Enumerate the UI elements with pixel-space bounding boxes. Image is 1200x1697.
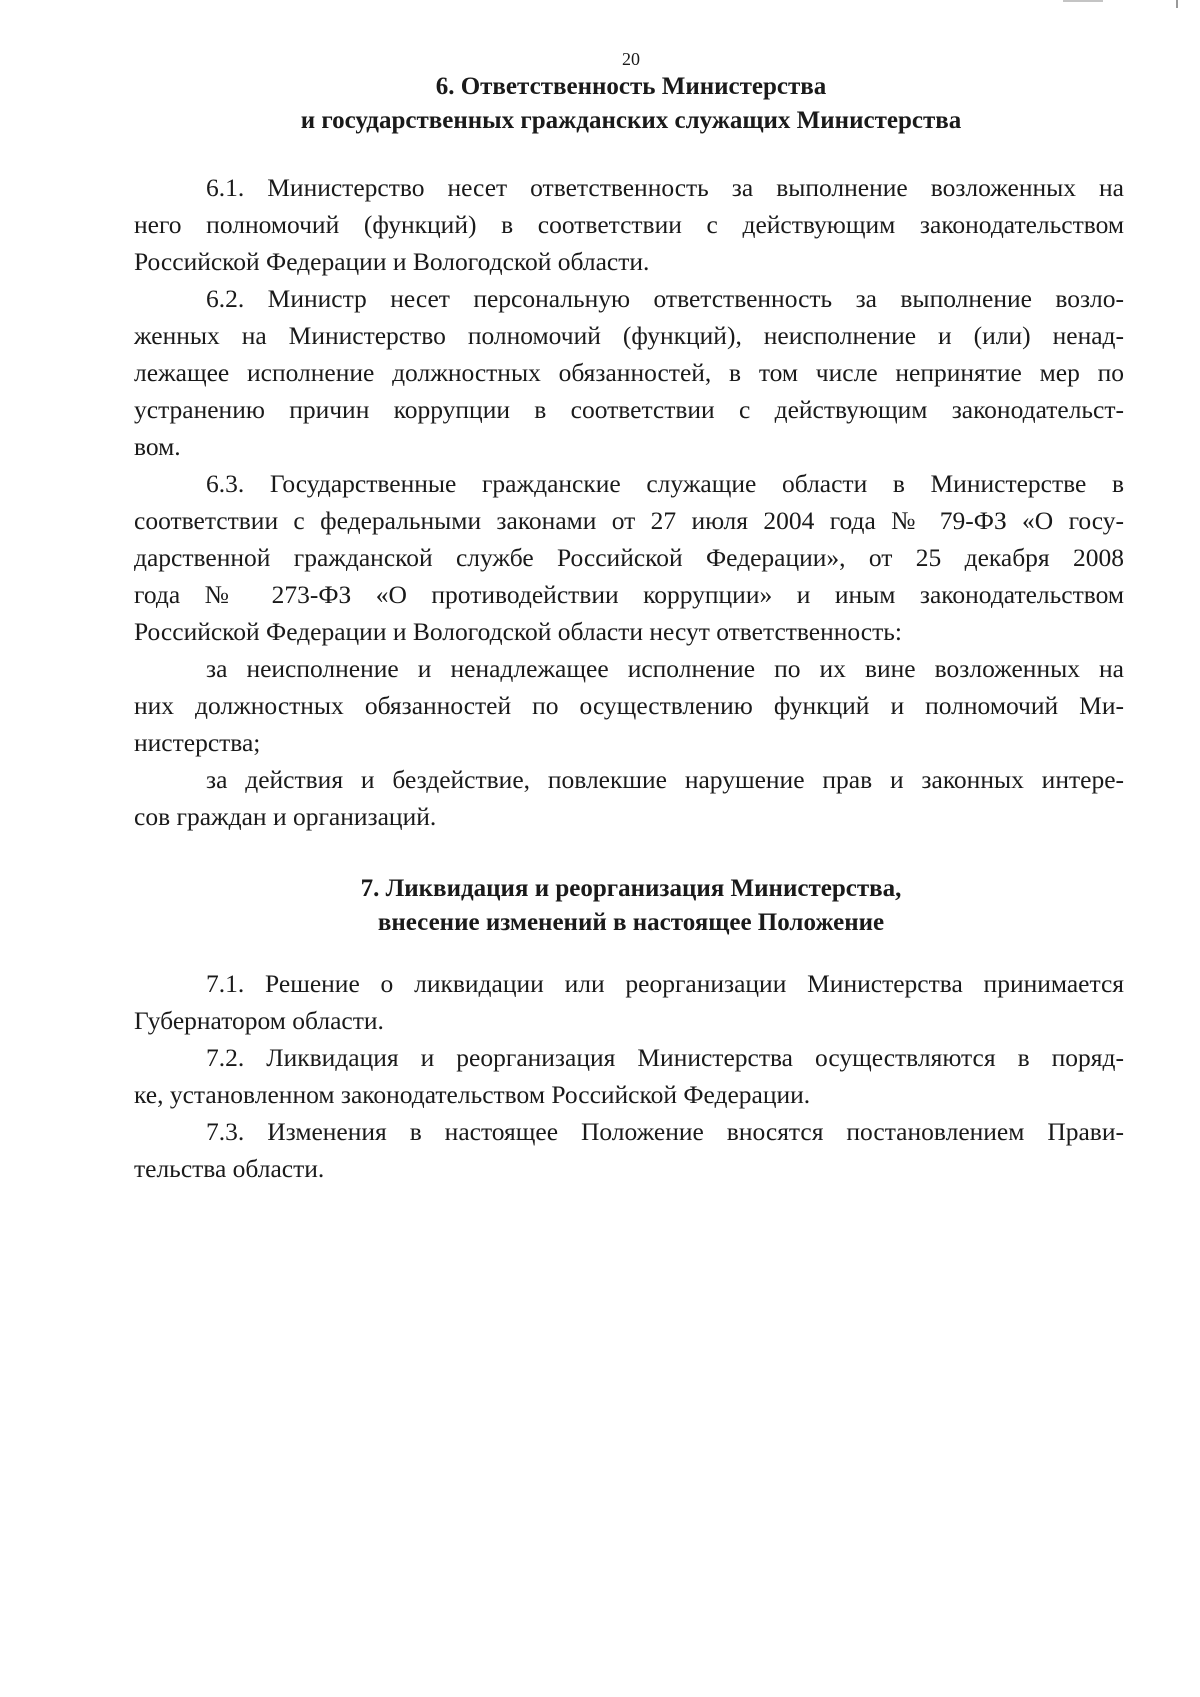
text-line: устранению причин коррупции в соответствии с действующим законодательст- bbox=[134, 394, 1124, 424]
text-line: ке, установленном законодательством Российской Федерации. bbox=[134, 1079, 811, 1109]
text-line: 7.3. Изменения в настоящее Положение вносятся постановлением Прави- bbox=[206, 1117, 1124, 1146]
text-line: за неисполнение и ненадлежащее исполнение по их вине возложенных на bbox=[206, 654, 1124, 683]
text-line: женных на Министерство полномочий (функций), неисполнение и (или) ненад- bbox=[134, 320, 1124, 350]
section-7-heading bbox=[120, 872, 1142, 940]
paragraph-6-3 bbox=[134, 466, 1124, 650]
paragraph-7-1 bbox=[134, 966, 1124, 1040]
text-line: года № 273-ФЗ «О противодействии коррупции» и иным законодательством bbox=[134, 579, 1124, 609]
paragraph-6-3-item-2 bbox=[134, 762, 1124, 836]
text-line: Российской Федерации и Вологодской области. bbox=[134, 246, 650, 276]
text-line: дарственной гражданской службе Российской Федерации», от 25 декабря 2008 bbox=[134, 542, 1124, 572]
paragraph-7-3 bbox=[134, 1114, 1124, 1188]
paragraph-6-2 bbox=[134, 281, 1124, 465]
text-line: 6.2. Министр несет персональную ответственность за выполнение возло- bbox=[206, 284, 1124, 313]
text-line: соответствии с федеральными законами от 27 июля 2004 года № 79-ФЗ «О госу- bbox=[134, 505, 1124, 535]
page-number: 20 bbox=[622, 49, 640, 69]
section-6-title-line: 6. Ответственность Министерства bbox=[435, 73, 827, 100]
scan-mark bbox=[1176, 0, 1178, 8]
text-line: Губернатором области. bbox=[134, 1005, 384, 1035]
section-7-title-line: 7. Ликвидация и реорганизация Министерства, bbox=[360, 875, 902, 902]
text-line: него полномочий (функций) в соответствии с действующим законодательством bbox=[134, 209, 1124, 239]
scan-mark bbox=[1063, 0, 1103, 2]
text-line: Российской Федерации и Вологодской области несут ответственность: bbox=[134, 616, 902, 646]
section-6-title-line: и государственных гражданских служащих Министерства bbox=[300, 107, 962, 134]
section-6-heading bbox=[120, 70, 1142, 138]
text-line: за действия и бездействие, повлекшие нарушение прав и законных интере- bbox=[206, 765, 1124, 794]
text-line: нистерства; bbox=[134, 727, 261, 757]
text-line: тельства области. bbox=[134, 1153, 325, 1183]
paragraph-7-2 bbox=[134, 1040, 1124, 1114]
paragraph-6-3-item-1 bbox=[134, 651, 1124, 762]
text-line: сов граждан и организаций. bbox=[134, 801, 437, 831]
text-line: 7.1. Решение о ликвидации или реорганизации Министерства принимается bbox=[206, 969, 1124, 998]
text-line: вом. bbox=[134, 431, 181, 461]
text-line: лежащее исполнение должностных обязанностей, в том числе непринятие мер по bbox=[134, 357, 1124, 387]
text-line: 7.2. Ликвидация и реорганизация Министерства осуществляются в поряд- bbox=[206, 1043, 1124, 1072]
text-line: 6.1. Министерство несет ответственность за выполнение возложенных на bbox=[206, 173, 1124, 202]
text-line: 6.3. Государственные гражданские служащие области в Министерстве в bbox=[206, 469, 1124, 498]
section-7-title-line: внесение изменений в настоящее Положение bbox=[377, 909, 885, 936]
text-line: них должностных обязанностей по осуществлению функций и полномочий Ми- bbox=[134, 690, 1124, 720]
paragraph-6-1 bbox=[134, 170, 1124, 281]
